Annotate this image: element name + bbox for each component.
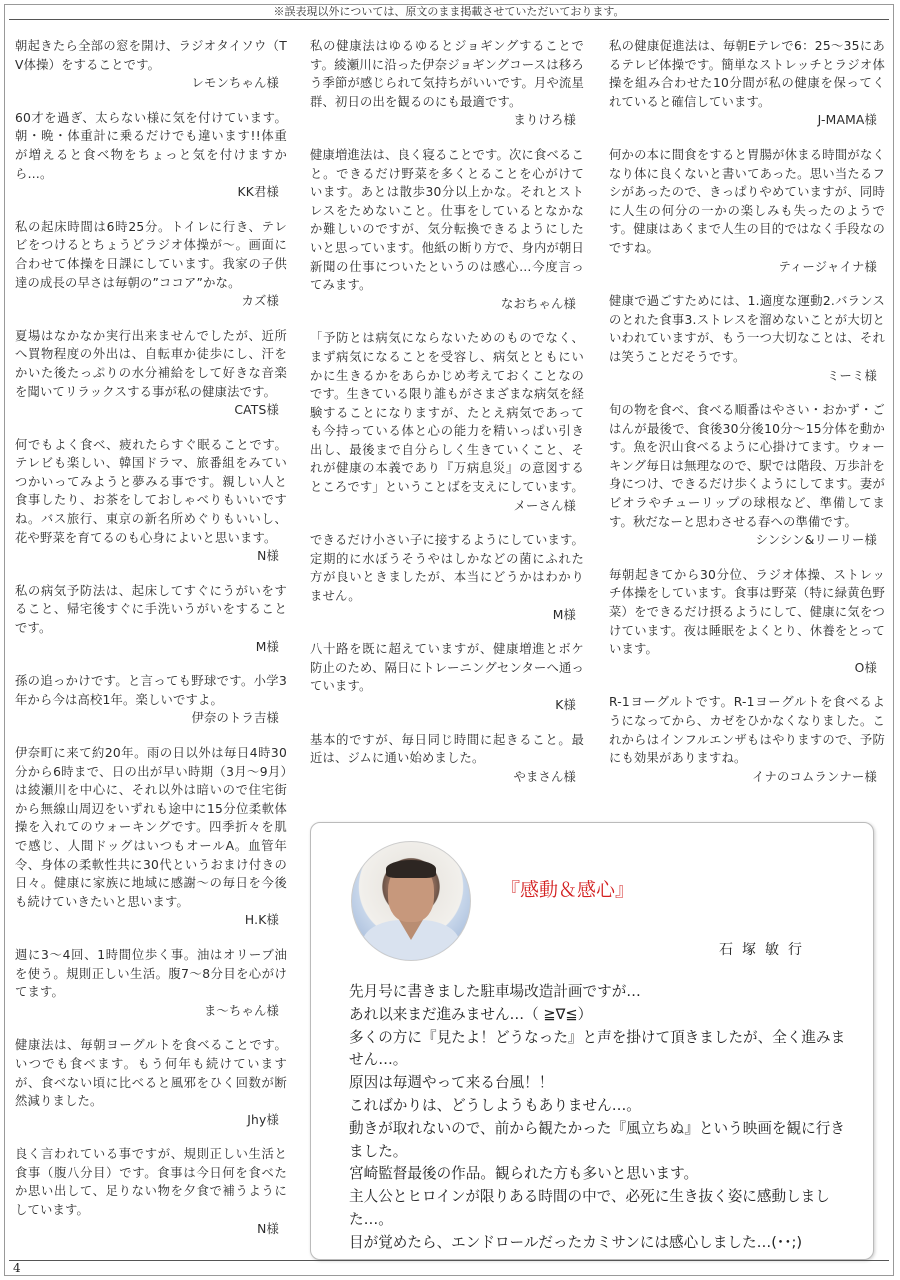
reader-entry [15,327,287,420]
entry-author: ま～ちゃん様 [204,1003,279,1018]
feature-title: 『感動＆感心』 [501,879,635,901]
entry-text: 私の起床時間は6時25分。トイレに行き、テレビをつけるとちょうどラジオ体操が～。画面に合わせて体操を日課にしています。我家の子供達の成長の早さは毎朝の”ココア”かな。 [15,219,287,290]
entry-author: シンシン&リーリー様 [755,533,877,548]
entry-author: Jhy様 [247,1112,279,1127]
feature-paragraph: 原因は毎週やって来る台風！！ [349,1074,554,1092]
entry-author: レモンちゃん様 [191,76,279,91]
entry-text: 伊奈町に来て約20年。雨の日以外は毎日4時30分から6時まで、日の出が早い時期（3月～9月）は綾瀬川を中心に、それ以外は暗いので住宅街から無線山周辺をいずれも途中に15分位柔軟体操を入れてのウォーキングです。四季折々を肌で感じ、人間ドッグはいつもオールA。血管年令、身体の柔軟性共に30代というおまけ付きの日々。健康に家族に地域に感謝～の毎日を今後も続けていきたいと思います。 [15,746,287,909]
feature-paragraph: 主人公とヒロインが限りある時間の中で、必死に生き抜く姿に感動しました…。 [349,1188,830,1228]
feature-body [349,981,849,1255]
entry-text: 私の健康促進法は、毎朝Eテレで6：25～35にあるテレビ体操です。簡単なストレッチとラジオ体操を組み合わせた10分間が私の健康を保ってくれていると確信しています。 [609,39,885,109]
reader-entry [15,672,287,728]
feature-paragraph: 動きが取れないので、前から観たかった『風立ちぬ』という映画を観に行きました。 [349,1119,845,1160]
reader-entry [310,640,584,714]
reader-entry [310,37,584,130]
entry-author: N様 [257,1221,279,1236]
entry-text: 朝起きたら全部の窓を開け、ラジオタイソウ（TV体操）をすることです。 [15,39,287,72]
entry-text: 基本的ですが、毎日同じ時間に起きること。最近は、ジムに通い始めました。 [310,732,584,766]
entry-text: 週に3～4回、1時間位歩く事。油はオリーブ油を使う。規則正しい生活。腹7～8分目を心がけてます。 [15,947,287,1000]
entry-author: N様 [257,549,279,564]
reprint-notice: ※誤表現以外については、原文のまま掲載させていただいております。 [273,5,625,18]
entry-author: やまさん様 [513,769,576,784]
entry-author: K様 [555,698,576,712]
reader-entry [609,146,885,276]
entry-author: カズ様 [241,294,279,309]
page-number: 4 [13,1261,21,1275]
reader-entry [609,401,885,550]
footer-divider [9,1260,889,1261]
entry-author: M様 [552,607,576,622]
feature-author: 石塚敏行 [719,942,811,958]
entry-author: KK君様 [237,185,279,200]
entry-author: メーさん様 [513,498,576,513]
feature-paragraph: 目が覚めたら、エンドロールだったカミサンには感心しました…(･･;) [349,1233,803,1251]
entry-text: 健康法は、毎朝ヨーグルトを食べることです。いつでも食べます。もう何年も続けていますが、食べない頃に比べると風邪をひく回数が断然減りました。 [15,1038,287,1109]
reader-entry [15,109,287,202]
entry-author: J-MAMA様 [817,113,877,128]
feature-box [310,822,874,1260]
header-divider [9,19,889,20]
reader-entry [15,1036,287,1129]
reader-entry [15,218,287,311]
entry-author: ミーミ様 [827,368,877,383]
feature-paragraph: 宮崎監督最後の作品。観られた方も多いと思います。 [349,1165,699,1183]
entry-text: 孫の追っかけです。と言っても野球です。小学3年から今は高校1年。楽しいですよ。 [15,674,287,707]
reader-entry [15,946,287,1020]
entry-author: なおちゃん様 [501,296,576,311]
reader-entry [310,531,584,624]
feature-paragraph: あれ以来まだ進みません…（ ≧∇≦） [349,1005,593,1023]
reader-entry [609,566,885,678]
author-photo [351,841,471,961]
entry-text: 健康増進法は、良く寝ることです。次に食べること。できるだけ野菜を多くとることを心がけています。あとは散歩30分以上かな。それとストレスをためないこと。仕事をしているとなかなか難しいのですが、気分転換できるようにしたいと思っています。他紙の断り方で、身内が朝日新聞の仕事についたというのは感心…今度言ってみます。 [310,147,584,293]
entry-text: 夏場はなかなか実行出来ませんでしたが、近所へ買物程度の外出は、自転車か徒歩にし、汗をかいた後たっぷりの水分補給をして好きな音楽を聞いてリラックスする事が私の健康法です。 [15,328,287,399]
entry-author: H.K様 [244,913,279,928]
entry-text: 60才を過ぎ、太らない様に気を付けています。朝・晩・体重計に乗るだけでも違います!!体重が増えると食べ物をちょっと気を付けますから…。 [15,110,287,181]
entry-text: 何でもよく食べ、疲れたらすぐ眠ることです。テレビも楽しい、韓国ドラマ、旅番組をみていつかいってみようと夢みる事です。親しい人と食事したり、お茶をしておしゃべりもいいですね。バス旅行、東京の新名所めぐりもいいし、花や野菜を育てるのも心身によいと思います。 [15,437,287,545]
reader-entry [15,1145,287,1238]
reader-entry [15,37,287,93]
entry-text: 私の健康法はゆるゆるとジョギングすることです。綾瀬川に沿った伊奈ジョギングコースは移ろう季節が感じられて気持ちがいいです。月や流星群、初日の出を観るのにも最適です。 [310,39,584,109]
entry-text: 八十路を既に超えていますが、健康増進とボケ防止のため、隔日にトレーニングセンターへ通っています。 [310,642,584,694]
entry-text: 健康で過ごすためには、1.適度な運動2.バランスのとれた食事3.ストレスを溜めないことが大切といわれていますが、もう一つ大切なことは、それは笑うことだそうです。 [609,294,885,364]
entry-text: R-1ヨーグルトです。R-1ヨーグルトを食べるようになってから、カゼをひかなくなりました。これからはインフルエンザもはやりますので、予防にも効果がありますね。 [609,695,885,766]
reader-entry [15,582,287,656]
entry-author: O様 [854,660,877,675]
entry-author: 伊奈のトラ吉様 [191,711,279,726]
reader-entry [310,329,584,515]
reader-entry [609,292,885,385]
page [4,4,894,1276]
entry-text: 何かの本に間食をすると胃腸が休まる時間がなくなり体に良くないと書いてあった。思い当たるフシがあったので、きっぱりやめていますが、同時に人生の何分の一かの楽しみも失ったのようです。健康はあくまで人生の目的ではなく手段なのですね。 [609,147,885,255]
entry-text: 私の病気予防法は、起床してすぐにうがいをすること、帰宅後すぐに手洗いうがいをすることです。 [15,583,287,636]
entry-text: 旬の物を食べ、食べる順番はやさい・おかず・ごはんが最後で、食後30分後10分～15分体を動かす。魚を沢山食べるように心掛けてます。ウォーキング毎日は無理なので、駅では階段、万歩計を身につけ、できるだけ歩くようにしてます。妻がビオラやチューリップの球根など、準備してます。秋だなーと思わさせる春への準備です。 [609,403,885,529]
reader-entry [310,731,584,787]
column-2 [310,37,584,802]
reader-entry [609,37,885,130]
entry-author: イナのコムランナー様 [752,769,877,784]
entry-author: まりけろ様 [513,113,576,128]
reader-entry [15,744,287,930]
reader-entry [15,436,287,566]
entry-text: 良く言われている事ですが、規則正しい生活と食事（腹八分目）です。食事は今日何を食べたか思い出して、足りない物を夕食で補うようにしています。 [15,1147,287,1218]
column-3 [609,37,885,802]
feature-paragraph: 多くの方に『見たよ！どうなった』と声を掛けて頂きましたが、全く進みません…。 [349,1028,846,1069]
feature-paragraph: 先月号に書きました駐車場改造計画ですが… [349,983,641,1000]
reader-entry [310,146,584,313]
entry-text: 「予防とは病気にならないためのものでなく、まず病気になることを受容し、病気とともにいかに生きるかをあらかじめ考えておくことなのです。生きている限り誰もがさまざまな病気を経験することになりますが、たとえ病気であっても今持っている体と心の能力を精いっぱい引き出し、最後まで自分らしく生きていくこと、それが健康の本義であり『万病息災』の意図するところです」ということばを支えにしています。 [310,331,584,495]
reader-entry [609,693,885,786]
entry-text: 毎朝起きてから30分位、ラジオ体操、ストレッチ体操をしています。食事は野菜（特に緑黄色野菜）をできるだけ摂るようにして、健康に気をつけています。夜は睡眠をよくとり、休養をとっています。 [609,567,885,657]
column-1 [15,37,287,1254]
feature-paragraph: こればかりは、どうしようもありません…。 [349,1096,641,1114]
entry-author: M様 [255,639,279,654]
entry-text: できるだけ小さい子に接するようにしています。定期的に水ぼうそうやはしかなどの菌にふれた方が良いときましたが、本当にどうかはわかりません。 [310,533,584,604]
entry-author: ティージャイナ様 [778,259,877,274]
entry-author: CATS様 [234,403,279,418]
